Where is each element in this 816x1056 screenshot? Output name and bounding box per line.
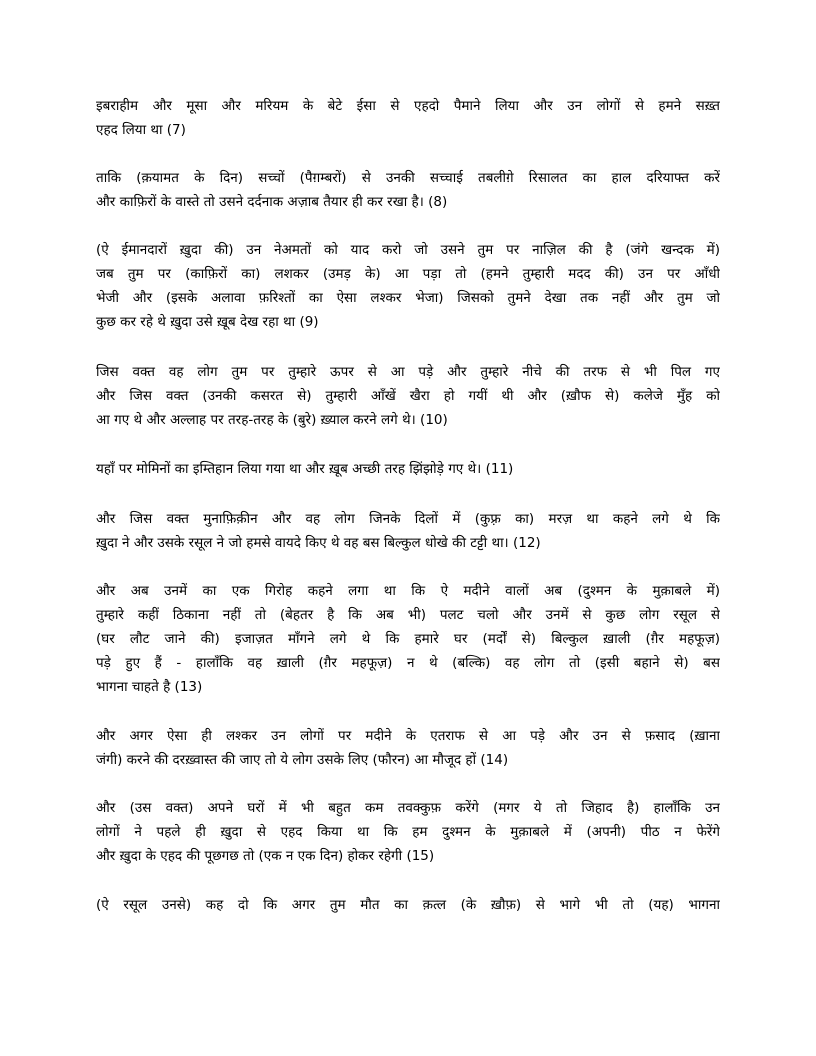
text-line: भागना चाहते है (13) bbox=[96, 679, 203, 695]
text-line: (घर लौट जाने की) इजाज़त माँगने लगे थे कि हमारे घर (मर्दों से) बिल्कुल ख़ाली (ग़ैर महफूज़) bbox=[96, 631, 720, 647]
text-line: लोगों ने पहले ही ख़ुदा से एहद किया था कि हम दुश्मन के मुक़ाबले में (अपनी) पीठ न फेरेंगे bbox=[96, 824, 720, 840]
verse-12 bbox=[96, 507, 720, 555]
text-line: भेजी और (इसके अलावा फ़रिश्तों का ऐसा लश्कर भेजा) जिसको तुमने देखा तक नहीं और तुम जो bbox=[96, 290, 720, 306]
verse-8 bbox=[96, 166, 720, 214]
text-line: और (उस वक्त) अपने घरों में भी बहुत कम तवक्कुफ़ करेंगे (मगर ये तो जिहाद है) हालाँकि उन bbox=[96, 800, 720, 816]
verse-9 bbox=[96, 238, 720, 334]
verse-15 bbox=[96, 796, 720, 868]
text-line: और ख़ुदा के एहद की पूछगछ तो (एक न एक दिन) होकर रहेगी (15) bbox=[96, 848, 435, 864]
text-line: तुम्हारे कहीं ठिकाना नहीं तो (बेहतर है कि अब भी) पलट चलो और उनमें से कुछ लोग रसूल से bbox=[96, 607, 720, 623]
verse-16 bbox=[96, 893, 720, 917]
verse-13 bbox=[96, 579, 720, 699]
text-line: और अगर ऐसा ही लश्कर उन लोगों पर मदीने के एतराफ से आ पड़े और उन से फ़साद (ख़ाना bbox=[96, 728, 720, 744]
text-line: और जिस वक्त मुनाफ़िक़ीन और वह लोग जिनके दिलों में (कुफ़्र का) मरज़ था कहने लगे थे कि bbox=[96, 511, 720, 527]
verse-7 bbox=[96, 94, 720, 142]
text-line: ख़ुदा ने और उसके रसूल ने जो हमसे वायदे किए थे वह बस बिल्कुल धोखे की टट्टी था। (12) bbox=[96, 535, 541, 551]
text-line: और काफ़िरों के वास्ते तो उसने दर्दनाक अज़ाब तैयार ही कर रखा है। (8) bbox=[96, 194, 448, 210]
text-line: जंगी) करने की दरख़्वास्त की जाए तो ये लोग उसके लिए (फौरन) आ मौजूद हों (14) bbox=[96, 752, 509, 768]
text-line: (ऐ रसूल उनसे) कह दो कि अगर तुम मौत का क़त्ल (के ख़ौफ़) से भागे भी तो (यह) भागना bbox=[96, 897, 720, 913]
text-line: पड़े हुए हैं - हालाँकि वह ख़ाली (ग़ैर महफूज़) न थे (बल्कि) वह लोग तो (इसी बहाने से) बस bbox=[96, 655, 720, 671]
text-line: कुछ कर रहे थे ख़ुदा उसे ख़ूब देख रहा था (9) bbox=[96, 314, 319, 330]
text-line: इबराहीम और मूसा और मरियम के बेटे ईसा से एहदो पैमाने लिया और उन लोगों से हमने सख़्त bbox=[96, 98, 720, 114]
text-line: और अब उनमें का एक गिरोह कहने लगा था कि ऐ मदीने वालों अब (दुश्मन के मुक़ाबले में) bbox=[96, 583, 720, 599]
text-line: आ गए थे और अल्लाह पर तरह-तरह के (बुरे) ख़्याल करने लगे थे। (10) bbox=[96, 412, 448, 428]
verse-14 bbox=[96, 724, 720, 772]
text-line: जिस वक्त वह लोग तुम पर तुम्हारे ऊपर से आ पड़े और तुम्हारे नीचे की तरफ से भी पिल गए bbox=[96, 364, 720, 380]
text-line: (ऐ ईमानदारों ख़ुदा की) उन नेअमतों को याद करो जो उसने तुम पर नाज़िल की है (जंगे खन्दक में) bbox=[96, 242, 720, 258]
verse-10 bbox=[96, 360, 720, 432]
text-line: एहद लिया था (7) bbox=[96, 122, 186, 138]
text-line: जब तुम पर (काफ़िरों का) लशकर (उमड़ के) आ पड़ा तो (हमने तुम्हारी मदद की) उन पर आँधी bbox=[96, 266, 720, 282]
text-line: यहाँ पर मोमिनों का इम्तिहान लिया गया था और ख़ूब अच्छी तरह झिंझोड़े गए थे। (11) bbox=[96, 461, 514, 477]
verse-11 bbox=[96, 457, 720, 481]
text-line: और जिस वक्त (उनकी कसरत से) तुम्हारी आँखें खैरा हो गयीं थी और (ख़ौफ से) कलेजे मुँह को bbox=[96, 388, 720, 404]
text-line: ताकि (क़यामत के दिन) सच्चों (पैग़म्बरों) से उनकी सच्चाई तबलीग़े रिसालत का हाल दरियाफ्त करें bbox=[96, 170, 720, 186]
